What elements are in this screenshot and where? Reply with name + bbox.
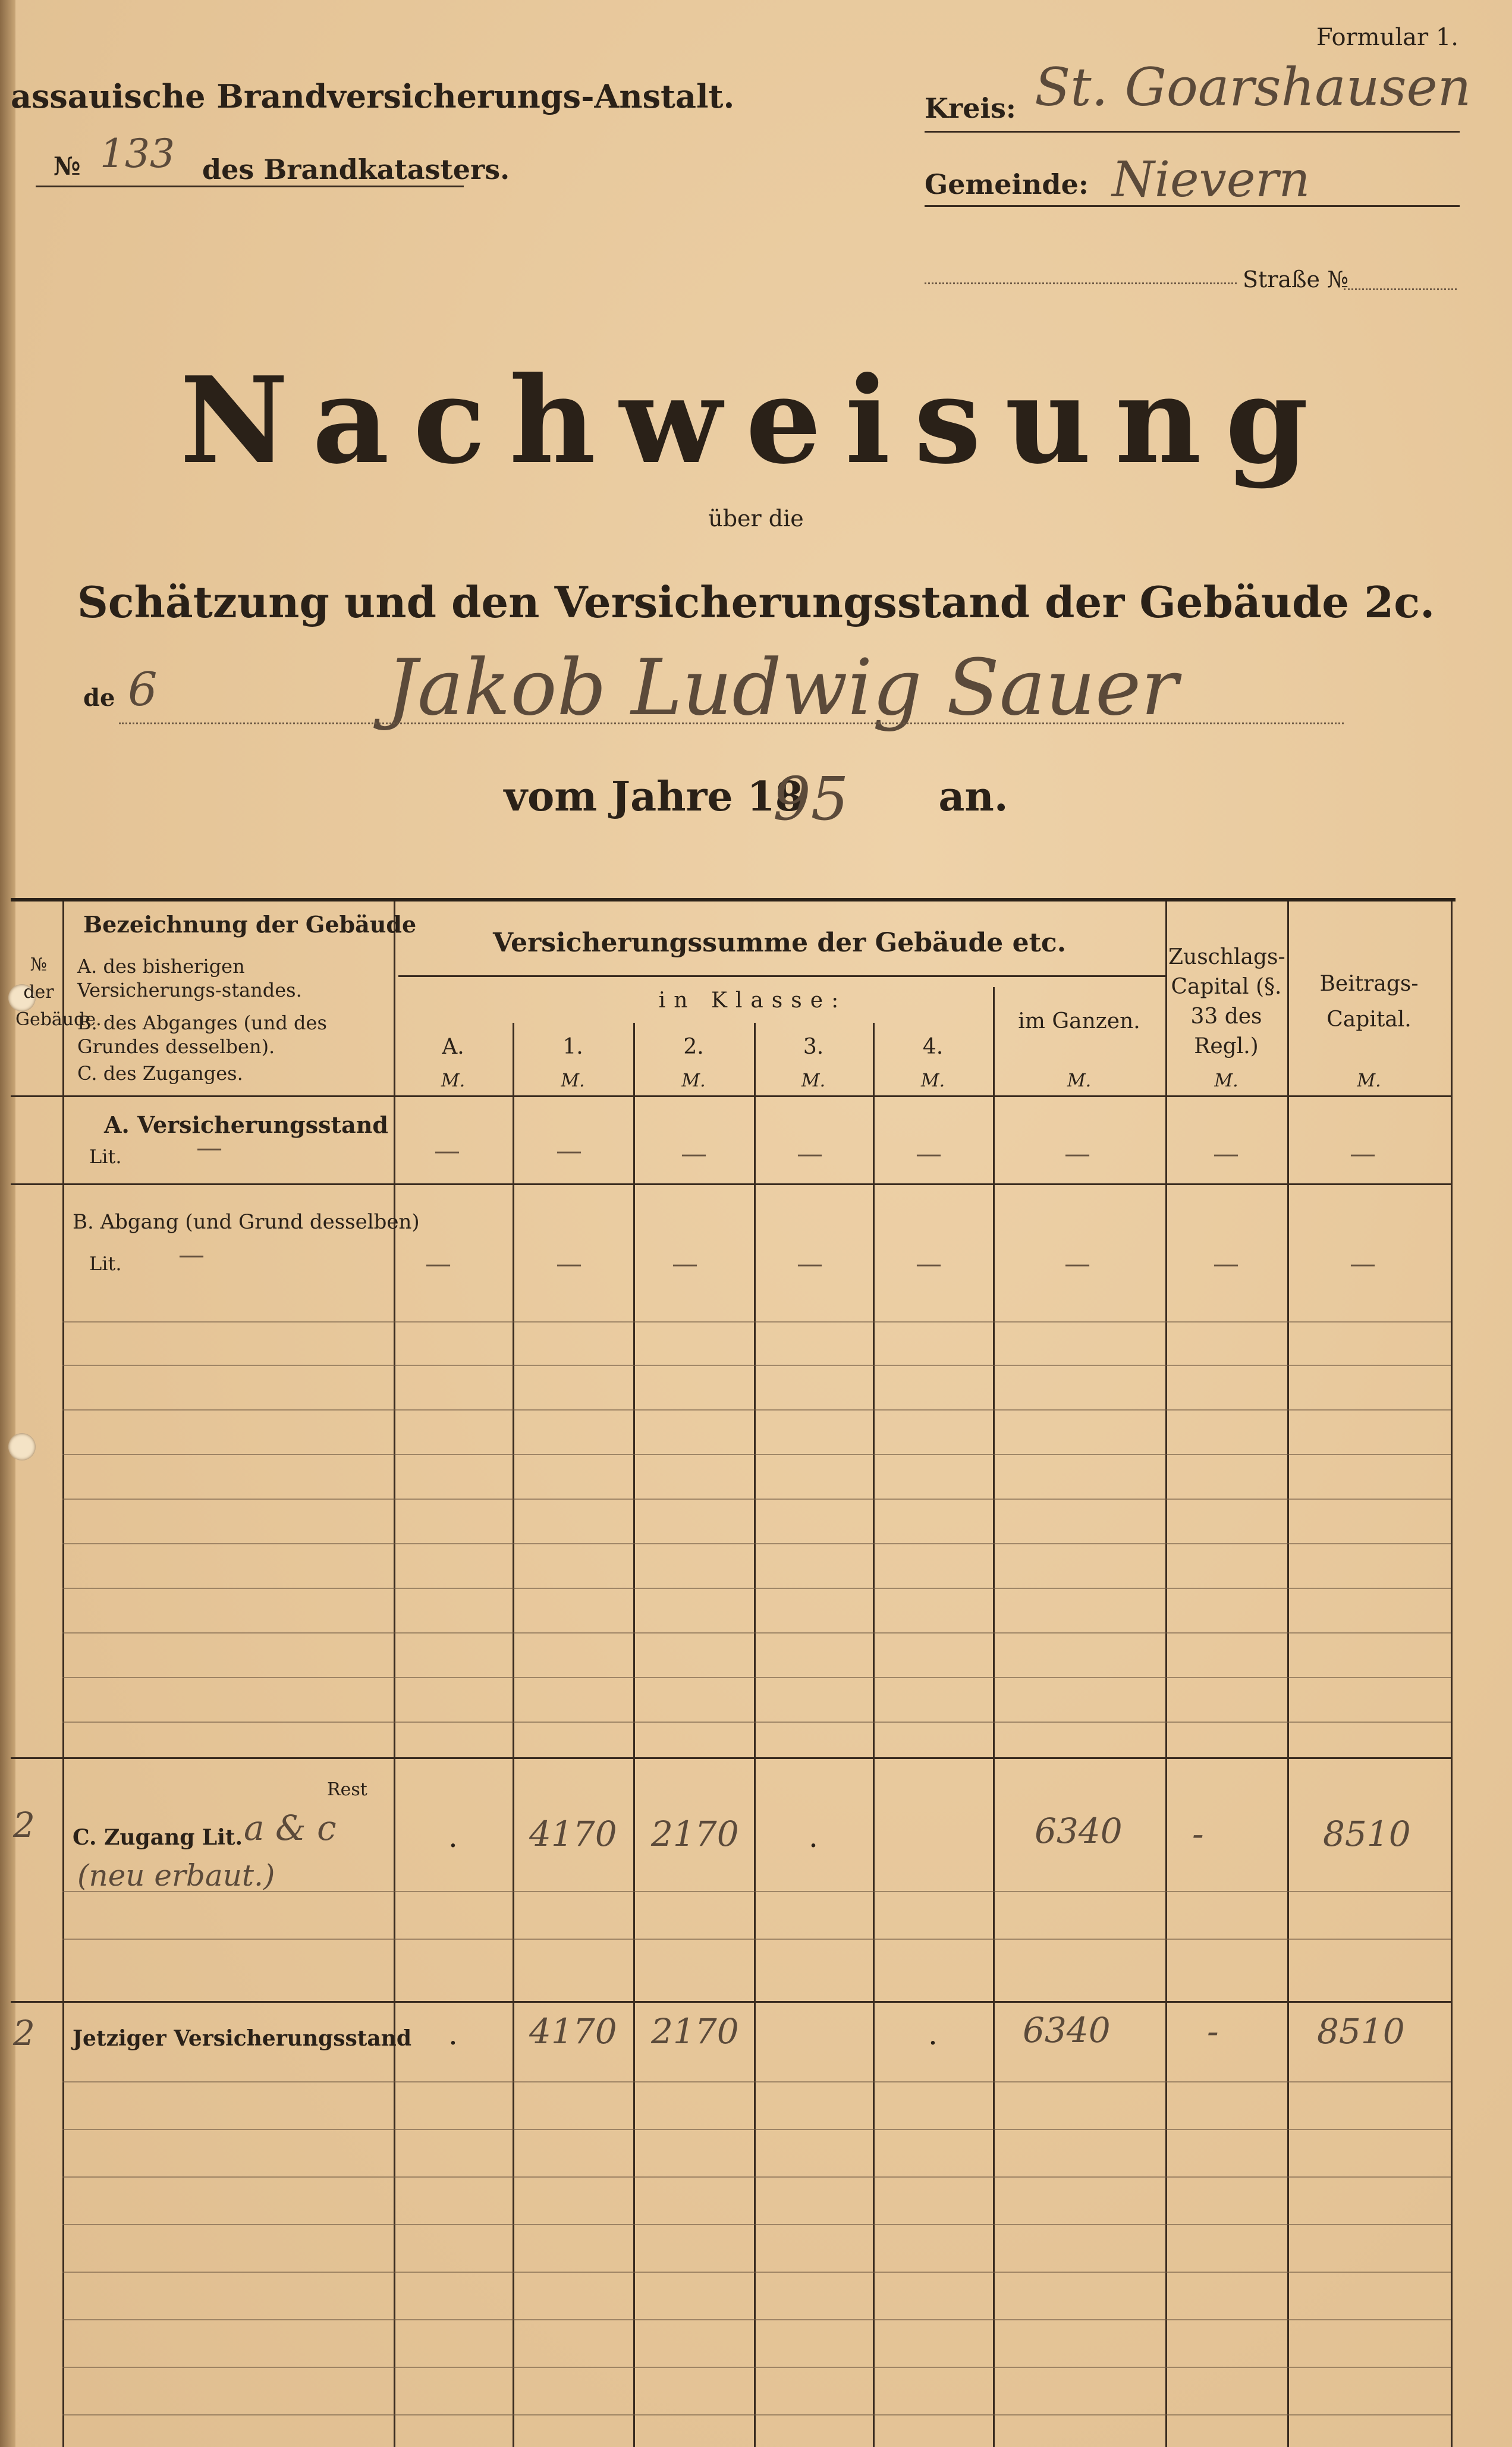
- kataster-number-prefix: №: [54, 152, 81, 181]
- kreis-value: St. Goarshausen: [1035, 56, 1472, 118]
- de-value: 6: [128, 663, 158, 717]
- row-c-nr: 2: [13, 1805, 35, 1845]
- unit-label: M.: [1357, 1070, 1381, 1091]
- ruled-line: [62, 2176, 1451, 2178]
- row-j-label: Jetziger Versicherungsstand: [73, 2026, 412, 2051]
- year-suffix: an.: [938, 773, 1008, 821]
- dash-mark: —: [178, 1240, 205, 1270]
- ruled-line: [62, 1499, 1451, 1500]
- kreis-label: Kreis:: [925, 92, 1016, 124]
- row-j-class-1: 4170: [529, 2011, 617, 2052]
- row-b-lit: Lit.: [89, 1252, 122, 1275]
- ruled-line: [62, 1677, 1451, 1678]
- gemeinde-label: Gemeinde:: [925, 168, 1089, 200]
- row-j-nr: 2: [13, 2013, 35, 2053]
- dash-mark: —: [672, 1249, 698, 1279]
- dash-mark: —: [1350, 1139, 1376, 1169]
- dash-mark: —: [425, 1249, 451, 1279]
- ruled-line: [62, 2319, 1451, 2320]
- col-divider: [1165, 901, 1167, 2447]
- kreis-underline: [925, 131, 1460, 133]
- ruled-line: [62, 2272, 1451, 2273]
- row-divider: [11, 1095, 1451, 1097]
- row-c-class-a: .: [448, 1820, 458, 1854]
- ruled-line: [62, 1722, 1451, 1723]
- header-divider: [398, 975, 1165, 977]
- row-j-im-ganzen: 6340: [1023, 2010, 1111, 2050]
- ruled-line: [62, 2129, 1451, 2130]
- col-divider: [754, 1023, 756, 2447]
- dash-mark: —: [797, 1249, 823, 1279]
- strasse-nr-dotline: [1344, 288, 1457, 290]
- header-class-1: 1.: [562, 1035, 583, 1059]
- col-divider: [993, 987, 995, 2447]
- owner-name: Jakob Ludwig Sauer: [386, 642, 1178, 733]
- gemeinde-value: Nievern: [1112, 152, 1310, 208]
- row-c-lit-value: a & c: [244, 1808, 337, 1848]
- col-divider: [513, 1023, 514, 2447]
- table-top-border: [11, 898, 1456, 901]
- row-c-im-ganzen: 6340: [1035, 1811, 1123, 1851]
- dash-mark: —: [556, 1249, 582, 1279]
- header-versicherung: Versicherungssumme der Gebäude etc.: [492, 928, 1067, 958]
- row-b-label: B. Abgang (und Grund desselben): [73, 1210, 420, 1234]
- ruled-line: [62, 1588, 1451, 1589]
- row-j-beitrag: 8510: [1317, 2011, 1405, 2052]
- page-subtitle: Schätzung und den Versicherungsstand der Gebäude 2c.: [77, 577, 1435, 627]
- kataster-underline: [36, 186, 464, 187]
- ruled-line: [62, 1409, 1451, 1411]
- col-divider: [633, 1023, 635, 2447]
- row-a-label: A. Versicherungsstand: [104, 1111, 388, 1138]
- unit-label: M.: [561, 1070, 585, 1091]
- dash-mark: —: [681, 1139, 707, 1169]
- row-j-class-2: 2170: [651, 2011, 739, 2052]
- row-c-zuschlag: -: [1192, 1814, 1204, 1854]
- row-c-note: (neu erbaut.): [77, 1858, 275, 1893]
- dash-mark: —: [1064, 1139, 1090, 1169]
- dash-mark: —: [556, 1136, 582, 1166]
- ruled-line: [62, 1321, 1451, 1323]
- title-ueber: über die: [708, 505, 804, 532]
- ruled-line: [62, 1632, 1451, 1634]
- strasse-dotline: [925, 282, 1237, 284]
- dash-mark: —: [434, 1136, 460, 1166]
- unit-label: M.: [1214, 1070, 1238, 1091]
- row-j-class-a: .: [448, 2017, 458, 2052]
- dash-mark: —: [916, 1139, 942, 1169]
- institution-name: assauische Brandversicherungs-Anstalt.: [11, 77, 735, 115]
- row-c-class-1: 4170: [529, 1814, 617, 1854]
- row-c-class-3: .: [809, 1820, 818, 1854]
- kataster-number-suffix: des Brandkatasters.: [202, 153, 510, 186]
- ruled-line: [62, 2081, 1451, 2082]
- row-divider: [11, 1757, 1451, 1759]
- row-divider: [11, 2001, 1451, 2003]
- dash-mark: —: [916, 1249, 942, 1279]
- unit-label: M.: [441, 1070, 466, 1091]
- header-class-3: 3.: [803, 1035, 824, 1059]
- header-bez-b: B. des Abganges (und des Grundes desselben).: [77, 1012, 327, 1058]
- year-prefix: vom Jahre 18: [504, 773, 803, 821]
- form-number: Formular 1.: [1316, 24, 1458, 51]
- header-class-4: 4.: [922, 1035, 944, 1059]
- row-c-rest: Rest: [327, 1779, 367, 1800]
- owner-dotline: [119, 723, 1344, 724]
- dash-mark: —: [196, 1133, 222, 1163]
- header-bez-c: C. des Zuganges.: [77, 1062, 243, 1085]
- punch-hole: [8, 1433, 36, 1460]
- gemeinde-underline: [925, 205, 1460, 207]
- col-divider: [873, 1023, 875, 2447]
- ruled-line: [62, 1543, 1451, 1544]
- ruled-line: [62, 2224, 1451, 2225]
- kataster-number-value: 133: [100, 131, 175, 177]
- ruled-line: [62, 2367, 1451, 2368]
- header-zuschlag: Zuschlags-Capital (§. 33 des Regl.): [1168, 945, 1285, 1058]
- header-beitrag: Beitrags-Capital.: [1319, 972, 1419, 1032]
- row-j-class-4: .: [928, 2017, 938, 2052]
- header-bez-a: A. des bisherigen Versicherungs-standes.: [77, 955, 302, 1001]
- col-divider: [1451, 901, 1453, 2447]
- unit-label: M.: [1067, 1070, 1092, 1091]
- row-j-zuschlag: -: [1207, 2011, 1219, 2052]
- ruled-line: [62, 2414, 1451, 2415]
- ruled-line: [62, 1939, 1451, 1940]
- de-label: de: [83, 684, 115, 712]
- dash-mark: —: [797, 1139, 823, 1169]
- year-line: [0, 773, 1512, 821]
- header-nr: № der Gebäude.: [15, 954, 102, 1030]
- row-divider: [11, 1183, 1451, 1185]
- col-divider: [394, 901, 395, 2447]
- dash-mark: —: [1064, 1249, 1090, 1279]
- page-title: Nachweisung: [180, 351, 1332, 491]
- unit-label: M.: [681, 1070, 706, 1091]
- row-c-class-2: 2170: [651, 1814, 739, 1854]
- header-klasse: in Klasse:: [658, 988, 847, 1013]
- col-divider: [62, 901, 64, 2447]
- unit-label: M.: [920, 1070, 945, 1091]
- header-im-ganzen: im Ganzen.: [1018, 1009, 1140, 1034]
- ruled-line: [62, 1454, 1451, 1455]
- dash-mark: —: [1350, 1249, 1376, 1279]
- header-class-a: A.: [442, 1035, 464, 1059]
- strasse-label: Straße №: [1243, 266, 1349, 293]
- dash-mark: —: [1213, 1249, 1239, 1279]
- row-c-beitrag: 8510: [1323, 1814, 1411, 1854]
- ruled-line: [62, 1365, 1451, 1366]
- header-class-2: 2.: [683, 1035, 704, 1059]
- row-c-label: C. Zugang Lit.: [73, 1825, 243, 1850]
- col-divider: [1287, 901, 1289, 2447]
- row-a-lit: Lit.: [89, 1145, 122, 1168]
- year-value: 95: [773, 764, 849, 834]
- unit-label: M.: [801, 1070, 826, 1091]
- header-bez-title: Bezeichnung der Gebäude: [83, 911, 417, 938]
- dash-mark: —: [1213, 1139, 1239, 1169]
